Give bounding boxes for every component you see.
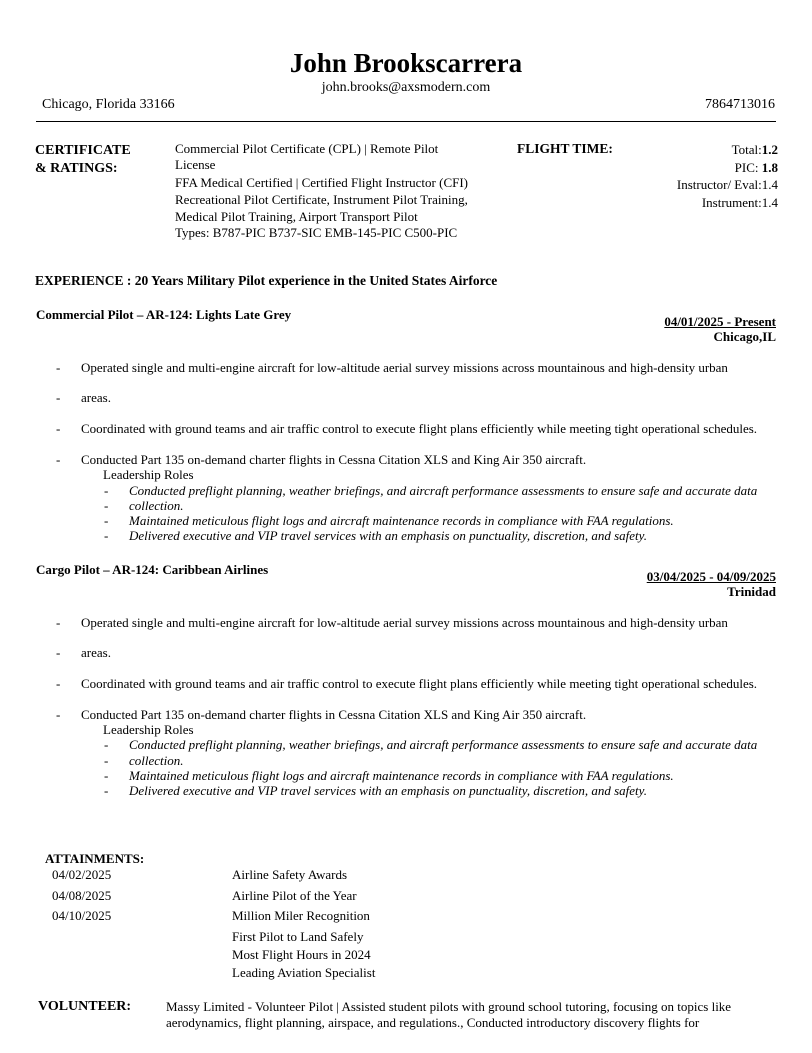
resume-page: John Brookscarrera john.brooks@axsmodern.com Chicago, Florida 33166 7864713016 CERTIFICATE & RATINGS: Commercial Pilot Certificate (CPL) | Remote Pilot License FFA Medical Certified | Certified Flight Instructor (CFI) Recreational Pilot Certificate, Instrument Pilot Training, Medical Pilot Training, Airport Transport Pilot Types: B787-PIC B737-SIC EMB-145-PIC C500-PIC FLIGHT TIME: Total:1.2 PIC: 1.8 Instructor/ Eval:1.4 Instrument:1.4 EXPERIENCE : 20 Years Military Pilot experience in the United States Airforce Commercial Pilot – AR-124: Lights Late Grey 04/01/2025 - Present Chicago,IL - Operated single and multi-engine aircraft for low-altitude aerial survey missions across mountainous and high-density urban - areas. - Coordinated with ground teams and air traffic control to execute flight plans efficiently while meeting tight operational schedules. - Conducted Part 135 on-demand charter flights in Cessna Citation XLS and King Air 350 aircraft. Leadership Roles - Conducted preflight planning, weather briefings, and aircraft performance assessments to ensure safe and accurate data - collection. - Maintained meticulous flight logs and aircraft maintenance records in compliance with FAA regulations. - Delivered executive and VIP travel services with an emphasis on punctuality, discretion, and safety. Cargo Pilot – AR-124: Caribbean Airlines 03/04/2025 - 04/09/2025 Trinidad - Operated single and multi-engine aircraft for low-altitude aerial survey missions across mountainous and high-density urban - areas. - Coordinated with ground teams and air traffic control to execute flight plans efficiently while meeting tight operational schedules. - Conducted Part 135 on-demand charter flights in Cessna Citation XLS and King Air 350 aircraft. Leadership Roles - Conducted preflight planning, weather briefings, and aircraft performance assessments to ensure safe and accurate data - collection. - Maintained meticulous flight logs and aircraft maintenance records in compliance with FAA regulations. - Delivered executive and VIP travel services with an emphasis on punctuality, discretion, and safety. ATTAINMENTS: 04/02/2025 04/08/2025 04/10/2025 Airline Safety Awards Airline Pilot of the Year Million Miler Recognition First Pilot to Land Safely Most Flight Hours in 2024 Leading Aviation Specialist VOLUNTEER: Massy Limited - Volunteer Pilot | Assisted student pilots with ground school tutoring, focusing on topics like aerodynamics, flight planning, airspace, and regulations., Conducted introductory discovery flights for [0,0,812,1053]
flight-time-instructor: Instructor/ Eval:1.4 [676,177,778,192]
phone-number: 7864713016 [705,97,775,112]
attainment-item: First Pilot to Land Safely [232,929,364,944]
certificate-line: FFA Medical Certified | Certified Flight Instructor (CFI) [175,174,469,190]
attainment-item: Most Flight Hours in 2024 [232,947,371,962]
attainment-date: 04/02/2025 [52,867,112,882]
certificate-line: Recreational Pilot Certificate, Instrument Pilot Training, [175,192,468,208]
attainment-item: Million Miler Recognition [232,908,370,923]
certificates-list [175,141,468,241]
certificate-line: Medical Pilot Training, Airport Transport Pilot [175,208,418,224]
job-title: Commercial Pilot – AR-124: Lights Late Grey [36,307,292,322]
flight-time-total: Total:1.2 [731,142,778,157]
attainment-item: Leading Aviation Specialist [232,965,376,980]
flight-time-values [677,141,778,211]
job-dates: 04/01/2025 - Present [664,314,776,329]
header-divider [36,121,776,122]
certificate-line: License [175,157,216,173]
job-dates: 03/04/2025 - 04/09/2025 [646,569,776,584]
certificates-heading: CERTIFICATE & RATINGS: [35,143,131,176]
experience-heading: EXPERIENCE : 20 Years Military Pilot experience in the United States Airforce [35,273,498,288]
attainments-heading: ATTAINMENTS: [45,851,145,866]
attainment-item: Airline Pilot of the Year [232,888,357,903]
leadership-label: Leadership Roles [103,467,194,482]
flight-time-pic: PIC: 1.8 [734,159,778,175]
attainment-date: 04/08/2025 [52,888,112,903]
flight-time-heading: FLIGHT TIME: [517,141,613,156]
volunteer-description: Massy Limited - Volunteer Pilot | Assisted student pilots with ground school tutoring, focusing on topics like aerodynamics, flight planning, airspace, and regulations., Conducted introductory discovery flights for [166,999,732,1030]
home-address: Chicago, Florida 33166 [42,97,175,112]
flight-time-instrument: Instrument:1.4 [701,194,778,210]
volunteer-heading: VOLUNTEER: [38,999,132,1014]
job-title: Cargo Pilot – AR-124: Caribbean Airlines [36,562,269,577]
candidate-name: John Brookscarrera [289,48,523,78]
leadership-label: Leadership Roles [103,722,194,737]
attainment-date: 04/10/2025 [52,908,112,923]
email-address: john.brooks@axsmodern.com [321,80,491,95]
attainment-item: Airline Safety Awards [232,867,348,882]
certificate-line: Commercial Pilot Certificate (CPL) | Remote Pilot [175,141,439,156]
certificate-line: Types: B787-PIC B737-SIC EMB-145-PIC C500-PIC [175,225,458,241]
job-location: Chicago,IL [713,329,776,344]
job-location: Trinidad [727,584,776,599]
